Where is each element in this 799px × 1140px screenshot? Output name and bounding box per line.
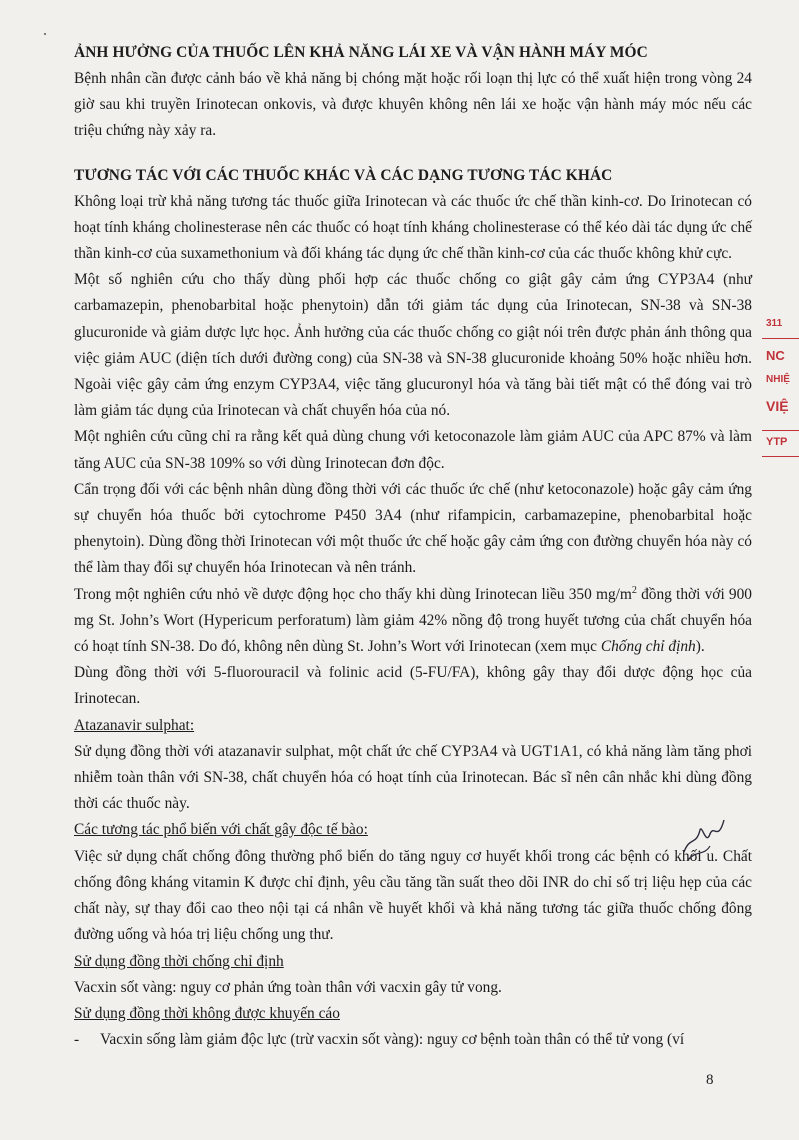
section-heading-interactions: TƯƠNG TÁC VỚI CÁC THUỐC KHÁC VÀ CÁC DẠNG TƯƠNG TÁC KHÁC	[74, 166, 613, 184]
list-dash: -	[74, 1031, 80, 1049]
paragraph-anticonvulsants: Một số nghiên cứu cho thấy dùng phối hợp các thuốc chống co giật gây cảm ứng CYP3A4 (như carbamazepin, phenobarbital hoặc phenytoin) dẫn tới giảm tác dụng của Irinotecan, SN-38 và SN-38 glucuronide và giảm dược lực học. Ảnh hưởng của các thuốc chống co giật nói trên được phản ánh thông qua việc giảm AUC (diện tích dưới đường cong) của SN-38 và SN-38 glucuronide khoảng 50% hoặc nhiều hơn. Ngoài việc gây cảm ứng enzym CYP3A4, việc tăng glucuronyl hóa và tăng bài tiết mật có thể đóng vai trò làm giảm tác dụng của Irinotecan và chất chuyển hóa của nó.	[74, 271, 752, 420]
st-johns-text-c: ).	[695, 638, 705, 656]
subheading-not-recommended: Sử dụng đồng thời không được khuyến cáo	[74, 1004, 340, 1022]
handwritten-initials	[680, 816, 728, 866]
paragraph-anticoagulant: Việc sử dụng chất chống đông thường phổ biến do tăng nguy cơ huyết khối trong các bệnh có khối u. Chất chống đông kháng vitamin K được chỉ định, yêu cầu tăng tần suất theo dõi INR do chỉ số trị liệu hẹp của các chất này, sự thay đổi cao theo nội tại cá nhân về huyết khối và khả năng tương tác giữa thuốc chống đông đường uống và hóa trị liệu chống ung thư.	[74, 847, 752, 944]
stamp-text-5: YTP	[766, 436, 788, 448]
document-body	[74, 40, 752, 1053]
paragraph-5fu: Dùng đồng thời với 5-fluorouracil và folinic acid (5-FU/FA), không gây thay đổi dược động học của Irinotecan.	[74, 664, 752, 708]
paragraph-yellow-fever: Vacxin sốt vàng: nguy cơ phản ứng toàn thân với vacxin gây tử vong.	[74, 978, 502, 996]
subheading-cytotoxic: Các tương tác phổ biến với chất gây độc tế bào:	[74, 821, 368, 839]
paragraph-atazanavir: Sử dụng đồng thời với atazanavir sulphat, một chất ức chế CYP3A4 và UGT1A1, có khả năng làm tăng phơi nhiễm toàn thân với SN-38, chất chuyển hóa có hoạt tính của Irinotecan. Bác sĩ nên cân nhắc khi dùng đồng thời các thuốc này.	[74, 742, 752, 813]
stamp-text-2: NC	[766, 348, 785, 363]
paragraph-driving: Bệnh nhân cần được cảnh báo về khả năng bị chóng mặt hoặc rối loạn thị lực có thể xuất hiện trong vòng 24 giờ sau khi truyền Irinotecan onkovis, và được khuyên không nên lái xe hoặc vận hành máy móc nếu các triệu chứng này xảy ra.	[74, 70, 752, 140]
paragraph-cyp3a4-caution: Cẩn trọng đối với các bệnh nhân dùng đồng thời với các thuốc ức chế (như ketoconazole) hoặc gây cảm ứng sự chuyển hóa thuốc bởi cytochrome P450 3A4 (như rifampicin, carbamazepine, phenobarbital hoặc phenytoin). Dùng đồng thời Irinotecan với một thuốc ức chế hoặc gây cảm ứng con đường chuyển hóa này có thể làm thay đổi sự chuyển hóa Irinotecan và nên tránh.	[74, 480, 752, 577]
list-item-text: Vacxin sống làm giảm độc lực (trừ vacxin sốt vàng): nguy cơ bệnh toàn thân có thể tử vong (ví	[100, 1031, 685, 1049]
section-heading-driving: ẢNH HƯỞNG CỦA THUỐC LÊN KHẢ NĂNG LÁI XE VÀ VẬN HÀNH MÁY MÓC	[74, 44, 648, 61]
page-number: 8	[706, 1072, 714, 1088]
superscript-2: 2	[631, 584, 637, 596]
subheading-atazanavir: Atazanavir sulphat:	[74, 716, 195, 734]
subheading-contraindicated: Sử dụng đồng thời chống chỉ định	[74, 952, 284, 970]
list-item	[74, 1027, 752, 1053]
scan-speck	[44, 33, 46, 35]
red-stamp	[762, 310, 799, 470]
paragraph-neuromuscular: Không loại trừ khả năng tương tác thuốc giữa Irinotecan và các thuốc ức chế thần kinh-cơ. Do Irinotecan có hoạt tính kháng cholinesterase nên các thuốc có hoạt tính kháng cholinesterase có thể kéo dài tác dụng ức chế thần kinh-cơ của suxamethonium và đối kháng tác dụng ức chế thần kinh-cơ của các thuốc không khử cực.	[74, 192, 752, 263]
st-johns-text-b: đồng thời với 900 mg St. John’s Wort (Hypericum perforatum) làm giảm 42% nồng độ trong huyết tương của chất chuyển hóa có hoạt tính SN-38. Do đó, không nên dùng St. John’s Wort với Irinotecan (xem mục	[74, 585, 752, 656]
st-johns-text-a: Trong một nghiên cứu nhỏ về dược động học cho thấy khi dùng Irinotecan liều 350 mg/m	[74, 585, 632, 603]
paragraph-st-johns-wort	[74, 582, 752, 661]
stamp-text-1: 311	[766, 318, 783, 329]
contraindication-ref: Chống chỉ định	[600, 638, 696, 656]
stamp-text-3: NHIỆ	[766, 374, 790, 385]
stamp-text-4: VIỆ	[766, 398, 789, 414]
paragraph-ketoconazole: Một nghiên cứu cũng chỉ ra rằng kết quả dùng chung với ketoconazole làm giảm AUC của APC 87% và làm tăng AUC của SN-38 109% so với dùng Irinotecan đơn độc.	[74, 428, 752, 472]
